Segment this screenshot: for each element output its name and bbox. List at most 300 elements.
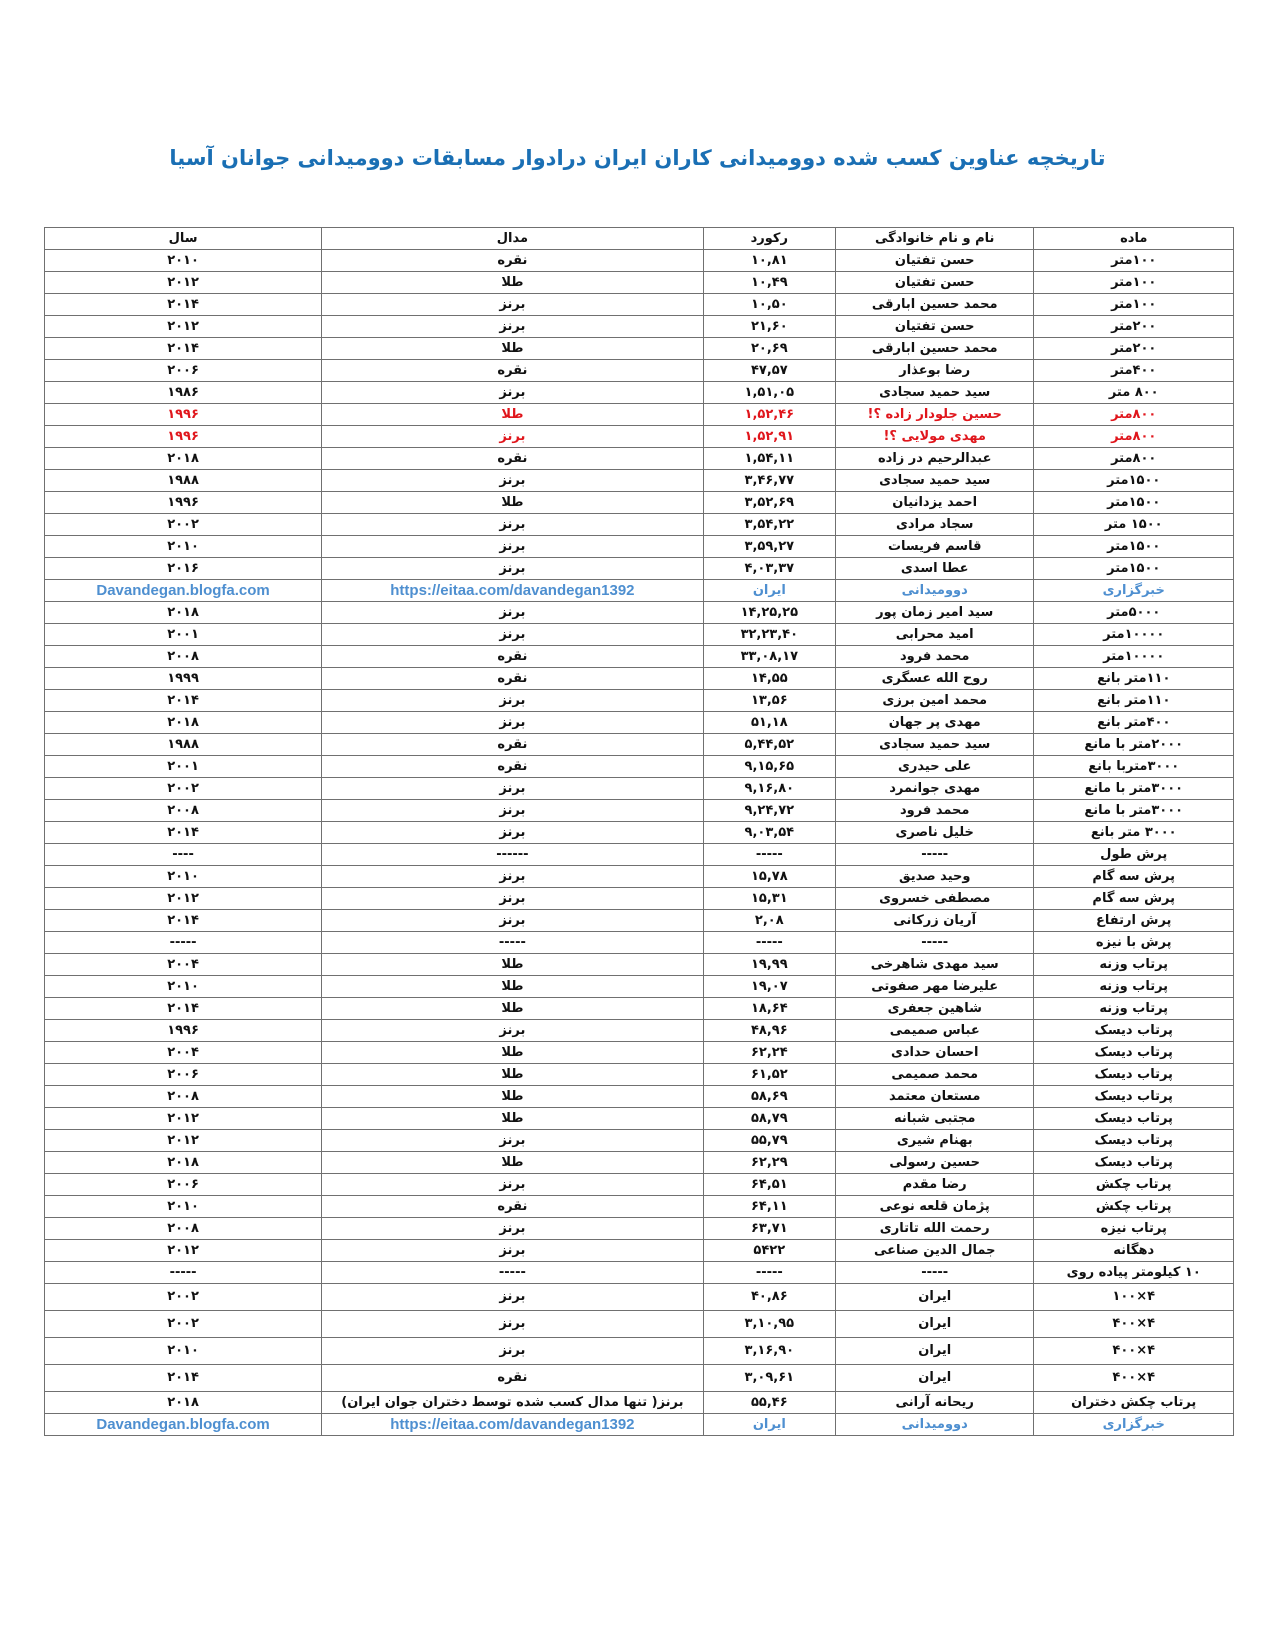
cell-event: پرتاب دیسک [1034,1064,1234,1086]
cell-record: ۴۰,۸۶ [703,1284,835,1311]
cell-year: ۲۰۱۰ [45,536,322,558]
cell-record: ۹,۰۳,۵۴ [703,822,835,844]
cell-event: پرتاب دیسک [1034,1108,1234,1130]
cell-name: مهدی مولایی ؟! [835,426,1034,448]
cell-record: ایران [703,580,835,602]
table-row [45,712,1234,734]
cell-year: ۲۰۱۸ [45,602,322,624]
cell-medal: طلا [322,1152,704,1174]
cell-name: سید حمید سجادی [835,470,1034,492]
cell-record: ۱۰,۵۰ [703,294,835,316]
cell-year[interactable]: Davandegan.blogfa.com [45,580,322,602]
cell-event: پرش سه گام [1034,866,1234,888]
cell-name: حسن تفتیان [835,250,1034,272]
cell-event: دهگانه [1034,1240,1234,1262]
cell-record: ۱۹,۹۹ [703,954,835,976]
cell-record: ۳,۵۲,۶۹ [703,492,835,514]
cell-medal: نقره [322,734,704,756]
cell-medal: نقره [322,646,704,668]
cell-record: ۱,۵۱,۰۵ [703,382,835,404]
cell-event: ۳۰۰۰ متر بانع [1034,822,1234,844]
cell-event: ۸۰۰متر [1034,404,1234,426]
cell-event: ۴۰۰متر [1034,360,1234,382]
cell-medal: طلا [322,998,704,1020]
cell-year: ۲۰۰۸ [45,646,322,668]
cell-name: امید محرابی [835,624,1034,646]
cell-medal[interactable]: https://eitaa.com/davandegan1392 [322,580,704,602]
cell-medal: ----- [322,1262,704,1284]
cell-year: ۲۰۰۸ [45,1086,322,1108]
cell-record: ۴,۰۳,۳۷ [703,558,835,580]
cell-event: ۱۰۰متر [1034,272,1234,294]
cell-medal: برنز( تنها مدال کسب شده توسط دختران جوان ایران) [322,1392,704,1414]
cell-medal: نقره [322,1196,704,1218]
cell-year: ۱۹۸۸ [45,470,322,492]
cell-record: ۳۳,۰۸,۱۷ [703,646,835,668]
cell-event: ۱۱۰متر بانع [1034,668,1234,690]
cell-medal: برنز [322,800,704,822]
cell-year: ۲۰۰۶ [45,1174,322,1196]
cell-year: ۲۰۱۴ [45,822,322,844]
cell-year: ۲۰۰۲ [45,514,322,536]
cell-medal: برنز [322,888,704,910]
cell-medal: برنز [322,866,704,888]
cell-medal: طلا [322,954,704,976]
cell-year: ۲۰۰۱ [45,624,322,646]
cell-year: ۱۹۹۶ [45,426,322,448]
cell-record: ----- [703,844,835,866]
cell-event: ۱۰۰متر [1034,294,1234,316]
cell-medal: برنز [322,822,704,844]
table-row [45,316,1234,338]
cell-event: پرتاب دیسک [1034,1020,1234,1042]
cell-name: سید مهدی شاهرخی [835,954,1034,976]
table-row [45,1365,1234,1392]
cell-medal: برنز [322,602,704,624]
table-row [45,1064,1234,1086]
cell-year: ۲۰۰۸ [45,1218,322,1240]
table-row [45,492,1234,514]
cell-event: ۴×۴۰۰ [1034,1311,1234,1338]
cell-medal: برنز [322,1218,704,1240]
cell-name: شاهین جعفری [835,998,1034,1020]
cell-year: ۲۰۰۶ [45,360,322,382]
cell-event: پرتاب وزنه [1034,976,1234,998]
cell-name: آریان زرکانی [835,910,1034,932]
cell-event: ۱۵۰۰متر [1034,492,1234,514]
table-row [45,1086,1234,1108]
cell-record: ۱۹,۰۷ [703,976,835,998]
cell-name: محمد صمیمی [835,1064,1034,1086]
table-row [45,1174,1234,1196]
promo-row [45,580,1234,602]
cell-year: ۲۰۰۲ [45,778,322,800]
table-row [45,1284,1234,1311]
cell-record: ۳,۴۶,۷۷ [703,470,835,492]
table-row [45,382,1234,404]
cell-medal: نقره [322,668,704,690]
cell-medal: برنز [322,624,704,646]
cell-name: رضا مقدم [835,1174,1034,1196]
cell-year: ۱۹۹۶ [45,404,322,426]
cell-year: ۲۰۱۴ [45,998,322,1020]
cell-medal: برنز [322,1174,704,1196]
cell-event: پرتاب دیسک [1034,1152,1234,1174]
cell-medal[interactable]: https://eitaa.com/davandegan1392 [322,1414,704,1436]
cell-name: مستعان معتمد [835,1086,1034,1108]
cell-event: پرتاب چکش [1034,1196,1234,1218]
cell-record: ۳,۵۴,۲۲ [703,514,835,536]
cell-year: ۲۰۰۴ [45,954,322,976]
cell-record: ۵۱,۱۸ [703,712,835,734]
cell-year: ۲۰۱۸ [45,712,322,734]
cell-record: ۴۸,۹۶ [703,1020,835,1042]
cell-name: دوومیدانی [835,580,1034,602]
cell-record: ۶۱,۵۲ [703,1064,835,1086]
cell-name: سید حمید سجادی [835,382,1034,404]
promo-row [45,1414,1234,1436]
cell-record: ۳,۵۹,۲۷ [703,536,835,558]
header-record: رکورد [703,228,835,250]
cell-name: رحمت الله تاتاری [835,1218,1034,1240]
cell-medal: نقره [322,250,704,272]
cell-name: مصطفی خسروی [835,888,1034,910]
cell-year: ۲۰۰۸ [45,800,322,822]
header-medal: مدال [322,228,704,250]
cell-record: ۵۴۲۲ [703,1240,835,1262]
cell-record: ۵,۴۴,۵۲ [703,734,835,756]
table-row [45,294,1234,316]
cell-year: ۱۹۸۸ [45,734,322,756]
cell-medal: طلا [322,976,704,998]
table-header-row [45,228,1234,250]
cell-year: ۲۰۱۴ [45,294,322,316]
table-row [45,866,1234,888]
cell-name: پژمان قلعه نوعی [835,1196,1034,1218]
cell-event: ۳۰۰۰متر با مانع [1034,800,1234,822]
cell-event: خبرگزاری [1034,580,1234,602]
table-row [45,822,1234,844]
cell-event: ۱۵۰۰متر [1034,470,1234,492]
cell-event: ۱۱۰متر بانع [1034,690,1234,712]
table-row [45,976,1234,998]
cell-name: روح الله عسگری [835,668,1034,690]
cell-name: احسان حدادی [835,1042,1034,1064]
cell-event: ۱۰۰۰۰متر [1034,646,1234,668]
cell-record: ایران [703,1414,835,1436]
cell-year: ۲۰۰۱ [45,756,322,778]
cell-medal: برنز [322,910,704,932]
cell-record: ۱۰,۴۹ [703,272,835,294]
table-row [45,360,1234,382]
table-row [45,404,1234,426]
cell-event: پرتاب دیسک [1034,1086,1234,1108]
cell-year: ۲۰۱۰ [45,976,322,998]
cell-record: ۱,۵۴,۱۱ [703,448,835,470]
table-row [45,954,1234,976]
medals-table [44,227,1234,1436]
cell-year: ۱۹۹۶ [45,492,322,514]
cell-year: ----- [45,1262,322,1284]
cell-medal: نقره [322,756,704,778]
cell-year: ۲۰۱۲ [45,1240,322,1262]
cell-name: محمد فرود [835,800,1034,822]
cell-medal: برنز [322,778,704,800]
cell-name: جمال الدین صناعی [835,1240,1034,1262]
cell-event: پرش سه گام [1034,888,1234,910]
cell-medal: طلا [322,1108,704,1130]
cell-event: پرش طول [1034,844,1234,866]
cell-event: ۱۵۰۰متر [1034,558,1234,580]
cell-record: ۹,۱۶,۸۰ [703,778,835,800]
table-row [45,558,1234,580]
cell-medal: برنز [322,514,704,536]
cell-name: علیرضا مهر صفوتی [835,976,1034,998]
table-row [45,734,1234,756]
table-row [45,756,1234,778]
cell-record: ۵۵,۷۹ [703,1130,835,1152]
cell-medal: طلا [322,1064,704,1086]
cell-record: ۱,۵۲,۹۱ [703,426,835,448]
cell-medal: نقره [322,448,704,470]
cell-year: ۲۰۱۲ [45,272,322,294]
cell-medal: طلا [322,404,704,426]
cell-medal: برنز [322,690,704,712]
cell-name: سید امیر زمان پور [835,602,1034,624]
cell-name: سجاد مرادی [835,514,1034,536]
cell-record: ۵۸,۷۹ [703,1108,835,1130]
cell-medal: طلا [322,1042,704,1064]
cell-medal: برنز [322,426,704,448]
cell-year: ۲۰۱۰ [45,250,322,272]
cell-record: ۱۴,۵۵ [703,668,835,690]
table-row [45,690,1234,712]
cell-record: ۱۳,۵۶ [703,690,835,712]
cell-name: رضا بوعذار [835,360,1034,382]
cell-year: ۲۰۰۲ [45,1311,322,1338]
table-row [45,272,1234,294]
cell-name: حسین رسولی [835,1152,1034,1174]
table-row [45,1042,1234,1064]
cell-record: ۱۰,۸۱ [703,250,835,272]
cell-medal: برنز [322,558,704,580]
cell-event: پرتاب دیسک [1034,1042,1234,1064]
cell-event: پرتاب چکش دختران [1034,1392,1234,1414]
table-row [45,1240,1234,1262]
cell-record: ۴۷,۵۷ [703,360,835,382]
cell-event: پرش با نیزه [1034,932,1234,954]
cell-name: ----- [835,844,1034,866]
table-row [45,998,1234,1020]
cell-medal: برنز [322,1284,704,1311]
cell-year[interactable]: Davandegan.blogfa.com [45,1414,322,1436]
cell-year: ۲۰۱۸ [45,1392,322,1414]
table-row [45,338,1234,360]
cell-medal: برنز [322,536,704,558]
cell-medal: ----- [322,932,704,954]
cell-name: ایران [835,1338,1034,1365]
cell-record: ۲۱,۶۰ [703,316,835,338]
table-row [45,426,1234,448]
cell-event: ۳۰۰۰متربا بانع [1034,756,1234,778]
cell-name: حسن تفتیان [835,272,1034,294]
cell-year: ۲۰۱۴ [45,910,322,932]
cell-name: سید حمید سجادی [835,734,1034,756]
cell-record: ۳۲,۲۳,۴۰ [703,624,835,646]
cell-year: ۲۰۰۶ [45,1064,322,1086]
cell-name: قاسم فریسات [835,536,1034,558]
cell-name: مهدی پر جهان [835,712,1034,734]
table-row [45,1020,1234,1042]
cell-medal: طلا [322,492,704,514]
cell-record: ۹,۲۴,۷۲ [703,800,835,822]
document-title: تاریخچه عناوین کسب شده دوومیدانی کاران ایران درادوار مسابقات دوومیدانی جوانان آسیا [169,146,1106,170]
cell-record: ۵۸,۶۹ [703,1086,835,1108]
cell-name: دوومیدانی [835,1414,1034,1436]
cell-year: ۲۰۱۴ [45,1365,322,1392]
cell-event: ۱۰۰۰۰متر [1034,624,1234,646]
cell-record: ۱۴,۲۵,۲۵ [703,602,835,624]
cell-event: ۱۰۰متر [1034,250,1234,272]
cell-record: ۶۲,۲۹ [703,1152,835,1174]
cell-record: ۱۵,۷۸ [703,866,835,888]
cell-event: ۲۰۰متر [1034,338,1234,360]
cell-record: ۱,۵۲,۴۶ [703,404,835,426]
cell-name: حسین جلودار زاده ؟! [835,404,1034,426]
cell-record: ۵۵,۴۶ [703,1392,835,1414]
cell-medal: نقره [322,360,704,382]
cell-record: ۱۸,۶۴ [703,998,835,1020]
cell-record: ۹,۱۵,۶۵ [703,756,835,778]
cell-name: مهدی جوانمرد [835,778,1034,800]
cell-medal: طلا [322,1086,704,1108]
table-row [45,1152,1234,1174]
cell-year: ۲۰۱۰ [45,1196,322,1218]
cell-name: مجتبی شبانه [835,1108,1034,1130]
table-row [45,844,1234,866]
cell-event: ۱۰ کیلومتر پیاده روی [1034,1262,1234,1284]
cell-event: پرتاب نیزه [1034,1218,1234,1240]
cell-record: ۱۵,۳۱ [703,888,835,910]
cell-medal: ------ [322,844,704,866]
cell-event: پرتاب وزنه [1034,954,1234,976]
cell-year: ---- [45,844,322,866]
cell-event: ۱۵۰۰متر [1034,536,1234,558]
cell-name: علی حیدری [835,756,1034,778]
cell-event: پرتاب دیسک [1034,1130,1234,1152]
cell-name: عباس صمیمی [835,1020,1034,1042]
cell-name: عبدالرحیم در زاده [835,448,1034,470]
cell-record: ۲۰,۶۹ [703,338,835,360]
cell-year: ۲۰۰۲ [45,1284,322,1311]
cell-event: ۲۰۰۰متر با مانع [1034,734,1234,756]
cell-name: ----- [835,1262,1034,1284]
cell-name: وحید صدیق [835,866,1034,888]
cell-record: ----- [703,932,835,954]
cell-record: ۶۴,۵۱ [703,1174,835,1196]
cell-medal: برنز [322,382,704,404]
cell-name: ----- [835,932,1034,954]
table-row [45,536,1234,558]
table-row [45,1392,1234,1414]
cell-medal: برنز [322,1338,704,1365]
cell-medal: برنز [322,712,704,734]
cell-medal: برنز [322,470,704,492]
cell-event: ۴۰۰متر بانع [1034,712,1234,734]
cell-event: ۸۰۰متر [1034,448,1234,470]
cell-medal: برنز [322,294,704,316]
table-row [45,1130,1234,1152]
cell-year: ۲۰۱۴ [45,338,322,360]
cell-year: ۲۰۱۰ [45,1338,322,1365]
cell-year: ۲۰۱۸ [45,1152,322,1174]
cell-medal: برنز [322,316,704,338]
cell-event: ۳۰۰۰متر با مانع [1034,778,1234,800]
cell-name: خلیل ناصری [835,822,1034,844]
table-row [45,1338,1234,1365]
cell-year: ۲۰۱۶ [45,558,322,580]
table-row [45,1196,1234,1218]
table-row [45,624,1234,646]
table-row [45,778,1234,800]
cell-medal: برنز [322,1020,704,1042]
cell-record: ۲,۰۸ [703,910,835,932]
table-row [45,888,1234,910]
cell-medal: طلا [322,272,704,294]
cell-event: پرش ارتفاع [1034,910,1234,932]
cell-year: ۱۹۸۶ [45,382,322,404]
cell-year: ----- [45,932,322,954]
cell-name: محمد فرود [835,646,1034,668]
table-row [45,646,1234,668]
cell-event: ۵۰۰۰متر [1034,602,1234,624]
table-row [45,602,1234,624]
cell-year: ۲۰۱۸ [45,448,322,470]
table-row [45,514,1234,536]
table-row [45,800,1234,822]
table-row [45,1218,1234,1240]
cell-year: ۲۰۱۴ [45,690,322,712]
cell-record: ۳,۰۹,۶۱ [703,1365,835,1392]
table-row [45,250,1234,272]
cell-event: خبرگزاری [1034,1414,1234,1436]
cell-name: ایران [835,1311,1034,1338]
cell-medal: برنز [322,1130,704,1152]
header-name: نام و نام خانوادگی [835,228,1034,250]
cell-event: پرتاب چکش [1034,1174,1234,1196]
cell-event: ۲۰۰متر [1034,316,1234,338]
cell-year: ۲۰۱۲ [45,316,322,338]
cell-record: ۳,۱۰,۹۵ [703,1311,835,1338]
cell-year: ۲۰۰۴ [45,1042,322,1064]
table-row [45,910,1234,932]
cell-year: ۲۰۱۲ [45,1108,322,1130]
table-row [45,1108,1234,1130]
cell-name: احمد یزدانیان [835,492,1034,514]
cell-event: ۱۵۰۰ متر [1034,514,1234,536]
table-row [45,932,1234,954]
cell-year: ۲۰۱۲ [45,1130,322,1152]
cell-event: ۴×۱۰۰ [1034,1284,1234,1311]
table-row [45,470,1234,492]
cell-medal: طلا [322,338,704,360]
table-row [45,1311,1234,1338]
cell-event: ۴×۴۰۰ [1034,1338,1234,1365]
cell-medal: برنز [322,1240,704,1262]
cell-event: ۸۰۰ متر [1034,382,1234,404]
cell-medal: نقره [322,1365,704,1392]
cell-name: ریحانه آرانی [835,1392,1034,1414]
